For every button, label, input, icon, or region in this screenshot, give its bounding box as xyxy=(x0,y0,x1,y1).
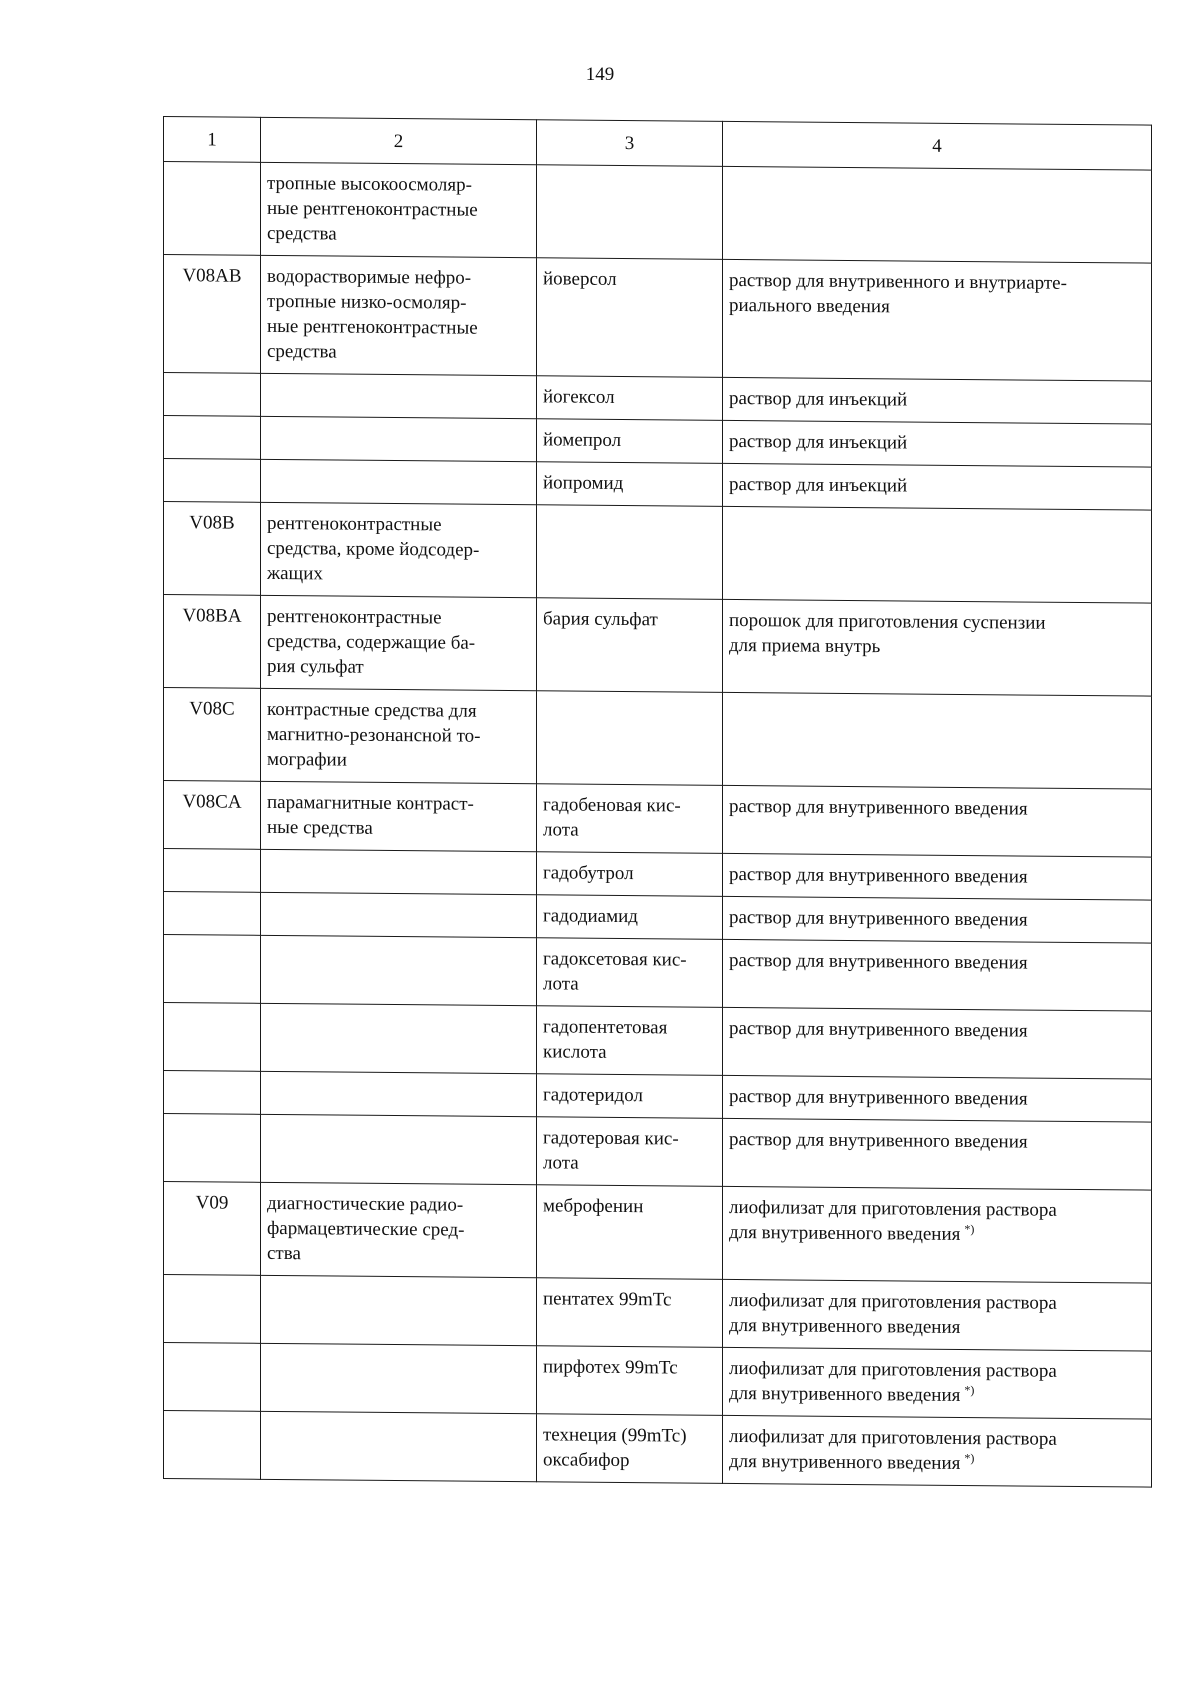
table-row xyxy=(164,502,1152,604)
drug-name-cell xyxy=(537,1074,723,1119)
drug-name-cell xyxy=(537,1278,723,1348)
drug-name-cell xyxy=(537,1414,723,1484)
drug-name-text: гадотеридол xyxy=(543,1084,643,1107)
group-name-cell xyxy=(261,1343,537,1413)
drug-name-text: меброфенин xyxy=(543,1195,644,1218)
drug-name-cell xyxy=(537,852,723,897)
footnote-marker: *) xyxy=(964,1221,975,1237)
table-row xyxy=(164,1114,1152,1191)
atc-code-cell: V08B xyxy=(164,502,261,596)
table-row xyxy=(164,255,1152,382)
drug-name-cell xyxy=(537,1185,723,1280)
atc-code-cell xyxy=(164,1003,261,1072)
group-name-cell xyxy=(261,1411,537,1481)
table-row xyxy=(164,1343,1152,1420)
dosage-form-cell xyxy=(723,785,1152,857)
drug-name-cell xyxy=(537,691,723,786)
dosage-form-cell xyxy=(723,692,1152,789)
page-number: 149 xyxy=(585,64,615,85)
dosage-form-text: лиофилизат для приготовления раствора для внутривенного введения xyxy=(729,1196,1057,1245)
group-name-text: диагностические радио- фармацевтические сред- ства xyxy=(267,1192,465,1265)
footnote-marker: *) xyxy=(964,1382,975,1398)
atc-code-cell xyxy=(164,373,261,417)
atc-code-cell: V09 xyxy=(164,1182,261,1276)
dosage-form-cell xyxy=(723,1007,1152,1079)
drug-name-cell xyxy=(537,938,723,1008)
drug-name-cell xyxy=(537,505,723,600)
table-row xyxy=(164,1003,1152,1080)
drug-name-cell xyxy=(537,419,723,464)
dosage-form-cell xyxy=(723,599,1152,696)
atc-code-cell xyxy=(164,849,261,893)
drug-name-cell xyxy=(537,165,723,260)
group-name-text: рентгеноконтрастные средства, кроме йодсодер- жащих xyxy=(267,512,480,585)
dosage-form-text: раствор для внутривенного и внутриарте- риального введения xyxy=(729,269,1067,318)
atc-code-cell: V08C xyxy=(164,688,261,782)
drug-name-text: гадоксетовая кис- лота xyxy=(543,948,687,995)
drug-name-cell xyxy=(537,462,723,507)
atc-code-cell xyxy=(164,416,261,460)
atc-code-cell xyxy=(164,1071,261,1115)
group-name-cell xyxy=(261,849,537,894)
dosage-form-text: раствор для внутривенного введения xyxy=(729,906,1028,931)
group-name-cell xyxy=(261,595,537,690)
group-name-cell xyxy=(261,373,537,418)
dosage-form-cell xyxy=(723,420,1152,467)
table-row xyxy=(164,935,1152,1012)
drug-name-text: йогексол xyxy=(543,386,615,408)
header-cell-form: 4 xyxy=(723,121,1152,170)
group-name-cell xyxy=(261,781,537,851)
atc-code-cell: V08AB xyxy=(164,255,261,374)
group-name-text: водорастворимые нефро- тропные низко-осмоляр- ные рентгеноконтрастные средства xyxy=(267,265,478,363)
atc-code-cell xyxy=(164,162,261,256)
atc-code-cell xyxy=(164,1114,261,1183)
group-name-cell xyxy=(261,1071,537,1116)
group-name-cell xyxy=(261,1182,537,1277)
table-row xyxy=(164,1275,1152,1352)
group-name-cell xyxy=(261,502,537,597)
drug-name-cell xyxy=(537,1346,723,1416)
atc-code-cell: V08CA xyxy=(164,781,261,850)
dosage-form-cell xyxy=(723,853,1152,900)
drug-table xyxy=(163,116,1152,1488)
drug-name-cell xyxy=(537,1006,723,1076)
atc-code-cell xyxy=(164,892,261,936)
group-name-text: тропные высокоосмоляр- ные рентгеноконтрастные средства xyxy=(267,172,478,245)
table-row xyxy=(164,1411,1152,1488)
dosage-form-cell xyxy=(723,506,1152,603)
dosage-form-text: лиофилизат для приготовления раствора для внутривенного введения xyxy=(729,1289,1057,1338)
dosage-form-text: раствор для внутривенного введения xyxy=(729,1017,1028,1042)
dosage-form-text: раствор для внутривенного введения xyxy=(729,863,1028,888)
group-name-cell xyxy=(261,1114,537,1184)
group-name-cell xyxy=(261,892,537,937)
atc-code-cell xyxy=(164,459,261,503)
drug-name-cell xyxy=(537,376,723,421)
dosage-form-cell xyxy=(723,166,1152,263)
table-body xyxy=(164,162,1152,1488)
table-row xyxy=(164,688,1152,790)
group-name-cell xyxy=(261,1275,537,1345)
atc-code-cell xyxy=(164,1343,261,1412)
header-cell-drug: 3 xyxy=(537,120,723,167)
dosage-form-text: раствор для внутривенного введения xyxy=(729,1128,1028,1153)
dosage-form-cell xyxy=(723,259,1152,381)
drug-name-text: гадотеровая кис- лота xyxy=(543,1127,679,1174)
drug-name-text: гадопентетовая кислота xyxy=(543,1016,668,1063)
drug-name-text: йомепрол xyxy=(543,429,622,451)
drug-name-text: гадобеновая кис- лота xyxy=(543,794,681,841)
dosage-form-cell xyxy=(723,1186,1152,1283)
drug-name-cell xyxy=(537,598,723,693)
group-name-cell xyxy=(261,459,537,504)
dosage-form-cell xyxy=(723,463,1152,510)
dosage-form-cell xyxy=(723,377,1152,424)
drug-name-cell xyxy=(537,258,723,378)
group-name-cell xyxy=(261,935,537,1005)
drug-name-text: йоверсол xyxy=(543,268,617,290)
atc-code-cell xyxy=(164,935,261,1004)
dosage-form-cell xyxy=(723,939,1152,1011)
dosage-form-text: лиофилизат для приготовления раствора для внутривенного введения xyxy=(729,1425,1057,1474)
group-name-text: контрастные средства для магнитно-резонансной то- мографии xyxy=(267,698,481,771)
drug-name-text: йопромид xyxy=(543,472,624,495)
dosage-form-text: лиофилизат для приготовления раствора для внутривенного введения xyxy=(729,1357,1057,1406)
dosage-form-text: раствор для внутривенного введения xyxy=(729,1085,1028,1110)
drug-name-cell xyxy=(537,784,723,854)
table-row xyxy=(164,781,1152,858)
dosage-form-text: раствор для инъекций xyxy=(729,387,908,411)
dosage-form-text: раствор для инъекций xyxy=(729,430,908,454)
group-name-cell xyxy=(261,255,537,375)
drug-name-text: технеция (99mTc) оксабифор xyxy=(543,1424,687,1472)
drug-name-text: гадодиамид xyxy=(543,905,638,928)
group-name-cell xyxy=(261,688,537,783)
drug-name-text: пентатех 99mTc xyxy=(543,1288,672,1311)
drug-name-cell xyxy=(537,895,723,940)
drug-name-text: гадобутрол xyxy=(543,862,634,885)
dosage-form-cell xyxy=(723,1347,1152,1419)
dosage-form-cell xyxy=(723,1075,1152,1122)
dosage-form-text: раствор для внутривенного введения xyxy=(729,795,1028,820)
drug-name-cell xyxy=(537,1117,723,1187)
dosage-form-cell xyxy=(723,1415,1152,1487)
atc-code-cell: V08BA xyxy=(164,595,261,689)
dosage-form-cell xyxy=(723,1279,1152,1351)
table-row xyxy=(164,162,1152,264)
table-row xyxy=(164,595,1152,697)
dosage-form-text: раствор для инъекций xyxy=(729,473,908,497)
group-name-text: парамагнитные контраст- ные средства xyxy=(267,791,474,839)
dosage-form-text: порошок для приготовления суспензии для приема внутрь xyxy=(729,609,1046,658)
group-name-cell xyxy=(261,162,537,257)
group-name-cell xyxy=(261,1003,537,1073)
group-name-text: рентгеноконтрастные средства, содержащие ба- рия сульфат xyxy=(267,605,476,678)
drug-name-text: бария сульфат xyxy=(543,608,658,631)
dosage-form-text: раствор для внутривенного введения xyxy=(729,949,1028,974)
dosage-form-cell xyxy=(723,1118,1152,1190)
header-cell-group: 2 xyxy=(261,117,537,164)
atc-code-cell xyxy=(164,1411,261,1480)
dosage-form-cell xyxy=(723,896,1152,943)
group-name-cell xyxy=(261,416,537,461)
header-cell-code: 1 xyxy=(164,117,261,163)
table-row xyxy=(164,1182,1152,1284)
atc-code-cell xyxy=(164,1275,261,1344)
footnote-marker: *) xyxy=(964,1450,975,1466)
drug-name-text: пирфотех 99mTc xyxy=(543,1356,678,1379)
